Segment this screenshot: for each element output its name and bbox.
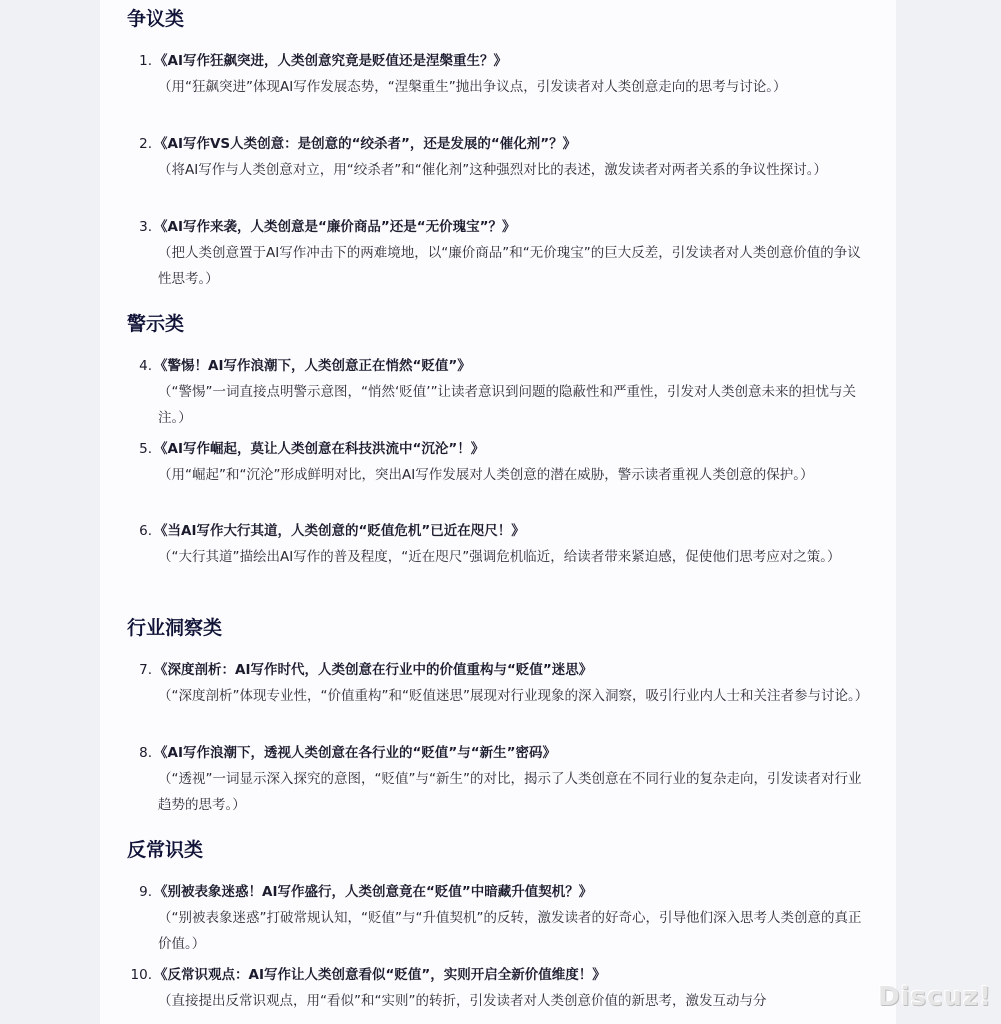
item-title: 《AI写作浪潮下，透视人类创意在各行业的“贬值”与“新生”密码》 xyxy=(154,745,556,761)
item-number: 4. xyxy=(139,358,152,374)
item-note: （用“崛起”和“沉沦”形成鲜明对比，突出AI写作发展对人类创意的潜在威胁，警示读者重视人类创意的保护。） xyxy=(158,467,814,483)
item-note: （“深度剖析”体现专业性，“价值重构”和“贬值迷思”展现对行业现象的深入洞察，吸引行业内人士和关注者参与讨论。） xyxy=(158,688,869,704)
item-note: （直接提出反常识观点，用“看似”和“实则”的转折，引发读者对人类创意价值的新思考，激发互动与分 xyxy=(158,993,767,1009)
item-number: 6. xyxy=(139,523,152,539)
item-note: （将AI写作与人类创意对立，用“绞杀者”和“催化剂”这种强烈对比的表述，激发读者对两者关系的争议性探讨。） xyxy=(158,162,827,178)
item-title: 《AI写作狂飙突进，人类创意究竟是贬值还是涅槃重生？》 xyxy=(154,53,507,69)
section-heading-warning: 警示类 xyxy=(127,313,185,335)
article-page xyxy=(100,0,896,1024)
item-note: （“大行其道”描绘出AI写作的普及程度，“近在咫尺”强调危机临近，给读者带来紧迫感，促使他们思考应对之策。） xyxy=(158,549,841,565)
section-heading-counterintuitive: 反常识类 xyxy=(127,839,204,861)
item-number: 7. xyxy=(139,662,152,678)
item-title: 《AI写作VS人类创意：是创意的“绞杀者”，还是发展的“催化剂”？》 xyxy=(154,136,577,152)
item-number: 2. xyxy=(139,136,152,152)
item-title: 《别被表象迷惑！AI写作盛行，人类创意竟在“贬值”中暗藏升值契机？》 xyxy=(154,884,593,900)
item-number: 8. xyxy=(139,745,152,761)
item-note: （把人类创意置于AI写作冲击下的两难境地，以“廉价商品”和“无价瑰宝”的巨大反差，引发读者对人类创意价值的争议性思考。） xyxy=(158,245,861,287)
item-number: 1. xyxy=(139,53,152,69)
item-title: 《反常识观点：AI写作让人类创意看似“贬值”，实则开启全新价值维度！》 xyxy=(154,967,606,983)
item-title: 《AI写作崛起，莫让人类创意在科技洪流中“沉沦”！》 xyxy=(154,441,485,457)
item-title: 《AI写作来袭，人类创意是“廉价商品”还是“无价瑰宝”？》 xyxy=(154,219,516,235)
item-title: 《当AI写作大行其道，人类创意的“贬值危机”已近在咫尺！》 xyxy=(154,523,525,539)
item-title: 《深度剖析：AI写作时代，人类创意在行业中的价值重构与“贬值”迷思》 xyxy=(154,662,593,678)
item-note: （用“狂飙突进”体现AI写作发展态势，“涅槃重生”抛出争议点，引发读者对人类创意走向的思考与讨论。） xyxy=(158,79,787,95)
discuz-watermark: Discuz! xyxy=(878,982,992,1012)
item-number: 3. xyxy=(139,219,152,235)
item-number: 10. xyxy=(130,967,152,983)
section-heading-industry-insight: 行业洞察类 xyxy=(127,617,223,639)
section-heading-controversy: 争议类 xyxy=(127,8,185,30)
item-note: （“别被表象迷惑”打破常规认知，“贬值”与“升值契机”的反转，激发读者的好奇心，引导他们深入思考人类创意的真正价值。） xyxy=(158,910,862,952)
item-number: 9. xyxy=(139,884,152,900)
item-note: （“透视”一词显示深入探究的意图，“贬值”与“新生”的对比，揭示了人类创意在不同行业的复杂走向，引发读者对行业趋势的思考。） xyxy=(158,771,862,813)
item-note: （“警惕”一词直接点明警示意图，“悄然‘贬值’”让读者意识到问题的隐蔽性和严重性，引发对人类创意未来的担忧与关注。） xyxy=(158,384,857,426)
item-number: 5. xyxy=(139,441,152,457)
item-title: 《警惕！AI写作浪潮下，人类创意正在悄然“贬值”》 xyxy=(154,358,471,374)
